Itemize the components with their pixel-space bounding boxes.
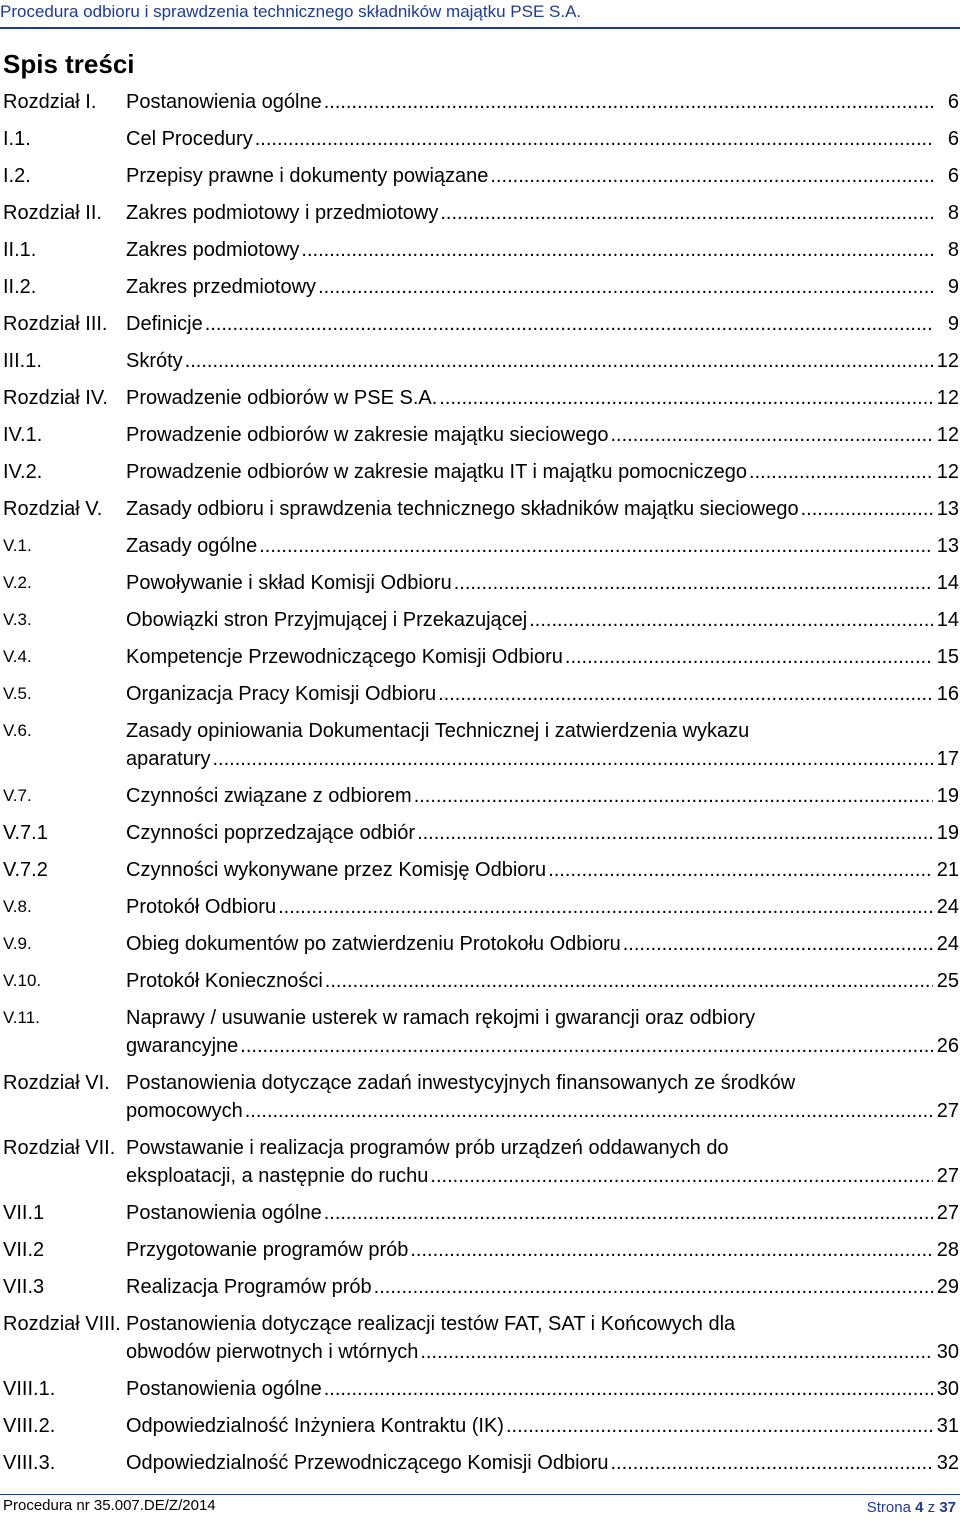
toc-entry[interactable] xyxy=(3,495,959,523)
toc-entry-title: Zakres podmiotowy i przedmiotowy xyxy=(126,202,439,224)
toc-entry[interactable] xyxy=(3,893,959,921)
toc-entry[interactable] xyxy=(3,967,959,995)
toc-entry-number: VIII.3. xyxy=(3,1452,56,1474)
toc-entry[interactable] xyxy=(3,680,959,708)
toc-entry[interactable] xyxy=(3,458,959,486)
toc-entry-number: V.10. xyxy=(3,971,42,990)
toc-entry-number: V.2. xyxy=(3,573,32,592)
toc-entry-number: Rozdział II. xyxy=(3,202,102,224)
toc-entry-page: 14 xyxy=(936,609,959,631)
dot-leader xyxy=(205,310,933,338)
dot-leader xyxy=(259,532,933,560)
toc-entry-title: Przygotowanie programów prób xyxy=(126,1239,409,1261)
toc-entry-page: 12 xyxy=(936,424,959,446)
toc-entry-title: Protokół Konieczności xyxy=(126,970,323,992)
toc-entry-title: Powoływanie i skład Komisji Odbioru xyxy=(126,572,452,594)
toc-entry-page: 17 xyxy=(936,748,959,770)
dot-leader xyxy=(490,162,933,190)
toc-entry-number: I.1. xyxy=(3,128,31,150)
toc-entry-page: 24 xyxy=(936,933,959,955)
toc-entry-number: V.8. xyxy=(3,897,32,916)
toc-entry-page: 19 xyxy=(936,785,959,807)
dot-leader xyxy=(430,1162,933,1190)
toc-entry-title: Prowadzenie odbiorów w zakresie majątku IT i majątku pomocniczego xyxy=(126,461,748,483)
toc-entry-number: V.6. xyxy=(3,721,32,740)
toc-entry-title: Zasady odbioru i sprawdzenia technicznego składników majątku sieciowego xyxy=(126,498,799,520)
toc-entry-title-line1: Naprawy / usuwanie usterek w ramach rękojmi i gwarancji oraz odbiory xyxy=(126,1007,756,1029)
toc-entry-number: VIII.1. xyxy=(3,1378,56,1400)
dot-leader xyxy=(749,458,933,486)
toc-entry-title: Zasady ogólne xyxy=(126,535,258,557)
dot-leader xyxy=(439,384,933,412)
toc-entry-title: Obieg dokumentów po zatwierdzeniu Protokołu Odbioru xyxy=(126,933,621,955)
dot-leader xyxy=(548,856,933,884)
toc-entry-page: 29 xyxy=(936,1276,959,1298)
toc-entry-number: III.1. xyxy=(3,350,42,372)
toc-entry-page: 30 xyxy=(936,1341,959,1363)
toc-entry-number: V.11. xyxy=(3,1008,40,1027)
toc-entry-title: Kompetencje Przewodniczącego Komisji Odbioru xyxy=(126,646,563,668)
toc-entry-page: 24 xyxy=(936,896,959,918)
toc-entry-number: Rozdział III. xyxy=(3,313,108,335)
toc-entry-title: Realizacja Programów prób xyxy=(126,1276,372,1298)
toc-entry-page: 6 xyxy=(947,128,959,150)
dot-leader xyxy=(240,1032,933,1060)
dot-leader xyxy=(438,680,933,708)
toc-entry[interactable] xyxy=(3,606,959,634)
toc-entry-page: 15 xyxy=(936,646,959,668)
toc-entry-title: obwodów pierwotnych i wtórnych xyxy=(126,1341,419,1363)
dot-leader xyxy=(318,273,933,301)
toc-entry-page: 8 xyxy=(947,202,959,224)
toc-entry[interactable] xyxy=(3,347,959,375)
toc-entry-title-line1: Postanowienia dotyczące zadań inwestycyjnych finansowanych ze środków xyxy=(126,1072,796,1094)
dot-leader xyxy=(410,1236,933,1264)
toc-entry[interactable] xyxy=(3,856,959,884)
dot-leader xyxy=(324,1199,933,1227)
toc-entry-title: Obowiązki stron Przyjmującej i Przekazującej xyxy=(126,609,528,631)
toc-entry-page: 13 xyxy=(936,535,959,557)
toc-entry-title: Prowadzenie odbiorów w zakresie majątku sieciowego xyxy=(126,424,609,446)
toc-entry-page: 26 xyxy=(936,1035,959,1057)
toc-entry[interactable] xyxy=(3,819,959,847)
toc-entry-page: 19 xyxy=(936,822,959,844)
toc-entry[interactable] xyxy=(3,273,959,301)
toc-entry[interactable] xyxy=(3,310,959,338)
toc-entry-title-line1: Powstawanie i realizacja programów prób urządzeń oddawanych do xyxy=(126,1137,729,1159)
toc-entry-page: 27 xyxy=(936,1100,959,1122)
toc-entry-number: VII.3 xyxy=(3,1276,45,1298)
toc-entry[interactable] xyxy=(3,930,959,958)
header-rule xyxy=(0,27,960,29)
toc-entry[interactable] xyxy=(3,1412,959,1440)
toc-entry-page: 12 xyxy=(936,387,959,409)
toc-entry-page: 12 xyxy=(936,350,959,372)
toc-entry-page: 27 xyxy=(936,1165,959,1187)
toc-entry-number: V.5. xyxy=(3,684,32,703)
dot-leader xyxy=(324,1375,933,1403)
toc-entry-title: Zakres podmiotowy xyxy=(126,239,300,261)
toc-entry-number: I.2. xyxy=(3,165,31,187)
page-counter xyxy=(867,1498,956,1518)
toc-entry-title: Odpowiedzialność Przewodniczącego Komisji Odbioru xyxy=(126,1452,609,1474)
dot-leader xyxy=(185,347,933,375)
dot-leader xyxy=(440,199,933,227)
toc-entry-number: Rozdział IV. xyxy=(3,387,108,409)
page-current: 4 xyxy=(915,1499,924,1516)
toc-title: Spis treści xyxy=(3,49,135,79)
toc-entry[interactable] xyxy=(3,125,959,153)
dot-leader xyxy=(565,643,933,671)
toc-entry-number: II.2. xyxy=(3,276,37,298)
toc-entry-title: pomocowych xyxy=(126,1100,243,1122)
toc-entry-title: gwarancyjne xyxy=(126,1035,239,1057)
dot-leader xyxy=(374,1273,933,1301)
toc-entry[interactable] xyxy=(3,717,959,773)
dot-leader xyxy=(324,88,933,116)
toc-entry[interactable] xyxy=(3,162,959,190)
toc-entry[interactable] xyxy=(3,1069,959,1125)
toc-entry[interactable] xyxy=(3,1310,959,1366)
toc-entry-page: 9 xyxy=(947,313,959,335)
toc-entry-number: V.7.1 xyxy=(3,822,48,844)
toc-entry-page: 13 xyxy=(936,498,959,520)
toc-entry-title: Czynności poprzedzające odbiór xyxy=(126,822,416,844)
dot-leader xyxy=(278,893,933,921)
toc-entry[interactable] xyxy=(3,1134,959,1190)
dot-leader xyxy=(506,1412,933,1440)
table-of-contents xyxy=(3,88,959,1486)
toc-entry-number: V.3. xyxy=(3,610,32,629)
toc-entry-number: VII.1 xyxy=(3,1202,45,1224)
toc-entry-title: Czynności związane z odbiorem xyxy=(126,785,412,807)
procedure-number: Procedura nr 35.007.DE/Z/2014 xyxy=(3,1497,216,1514)
toc-entry-number: VII.2 xyxy=(3,1239,45,1261)
toc-entry-page: 6 xyxy=(947,91,959,113)
toc-entry-title: Czynności wykonywane przez Komisję Odbioru xyxy=(126,859,547,881)
toc-entry-title: Prowadzenie odbiorów w PSE S.A. xyxy=(126,387,438,409)
toc-entry-page: 9 xyxy=(947,276,959,298)
toc-entry[interactable] xyxy=(3,1375,959,1403)
dot-leader xyxy=(213,745,934,773)
toc-entry-page: 28 xyxy=(936,1239,959,1261)
dot-leader xyxy=(245,1097,933,1125)
dot-leader xyxy=(414,782,933,810)
toc-entry-title: Definicje xyxy=(126,313,203,335)
page-total: 37 xyxy=(939,1499,956,1516)
toc-entry-number: IV.2. xyxy=(3,461,43,483)
dot-leader xyxy=(301,236,933,264)
dot-leader xyxy=(610,421,933,449)
toc-entry-page: 27 xyxy=(936,1202,959,1224)
toc-entry-number: Rozdział I. xyxy=(3,91,97,113)
toc-entry-title: Organizacja Pracy Komisji Odbioru xyxy=(126,683,437,705)
toc-entry-title-line1: Zasady opiniowania Dokumentacji Technicznej i zatwierdzenia wykazu xyxy=(126,720,750,742)
toc-entry[interactable] xyxy=(3,782,959,810)
dot-leader xyxy=(454,569,933,597)
dot-leader xyxy=(420,1338,933,1366)
page-prefix: Strona xyxy=(866,1499,911,1516)
toc-entry-title-line1: Postanowienia dotyczące realizacji testów FAT, SAT i Końcowych dla xyxy=(126,1313,736,1335)
toc-entry-number: VIII.2. xyxy=(3,1415,56,1437)
toc-entry-page: 25 xyxy=(936,970,959,992)
toc-entry[interactable] xyxy=(3,236,959,264)
toc-entry[interactable] xyxy=(3,421,959,449)
toc-entry-title: aparatury xyxy=(126,748,211,770)
toc-entry-page: 21 xyxy=(936,859,959,881)
footer-rule xyxy=(0,1494,960,1495)
toc-entry-page: 8 xyxy=(947,239,959,261)
toc-entry[interactable] xyxy=(3,643,959,671)
toc-entry-page: 12 xyxy=(936,461,959,483)
toc-entry-number: IV.1. xyxy=(3,424,43,446)
dot-leader xyxy=(325,967,933,995)
toc-entry-number: V.9. xyxy=(3,934,32,953)
dot-leader xyxy=(417,819,933,847)
toc-entry-number: II.1. xyxy=(3,239,37,261)
toc-entry-title: Postanowienia ogólne xyxy=(126,1202,322,1224)
dot-leader xyxy=(623,930,933,958)
toc-entry-number: Rozdział VIII. xyxy=(3,1313,121,1335)
dot-leader xyxy=(610,1449,933,1477)
toc-entry-title: Postanowienia ogólne xyxy=(126,1378,322,1400)
toc-entry-page: 32 xyxy=(936,1452,959,1474)
toc-entry[interactable] xyxy=(3,384,959,412)
toc-entry[interactable] xyxy=(3,88,959,116)
toc-entry-number: Rozdział V. xyxy=(3,498,103,520)
page-header: Procedura odbioru i sprawdzenia technicznego składników majątku PSE S.A. xyxy=(0,2,582,21)
toc-entry-title: Skróty xyxy=(126,350,183,372)
toc-entry-number: V.7.2 xyxy=(3,859,48,881)
toc-entry-number: V.4. xyxy=(3,647,32,666)
toc-entry-title: eksploatacji, a następnie do ruchu xyxy=(126,1165,429,1187)
dot-leader xyxy=(801,495,933,523)
toc-entry[interactable] xyxy=(3,1236,959,1264)
toc-entry-number: V.7. xyxy=(3,786,32,805)
toc-entry-page: 14 xyxy=(936,572,959,594)
toc-entry-page: 30 xyxy=(936,1378,959,1400)
toc-entry-title: Przepisy prawne i dokumenty powiązane xyxy=(126,165,489,187)
toc-entry-page: 16 xyxy=(936,683,959,705)
toc-entry-title: Odpowiedzialność Inżyniera Kontraktu (IK) xyxy=(126,1415,504,1437)
toc-entry-title: Zakres przedmiotowy xyxy=(126,276,317,298)
toc-entry[interactable] xyxy=(3,1273,959,1301)
toc-entry-title: Cel Procedury xyxy=(126,128,253,150)
toc-entry[interactable] xyxy=(3,1449,959,1477)
toc-entry-number: Rozdział VI. xyxy=(3,1072,110,1094)
toc-entry[interactable] xyxy=(3,532,959,560)
toc-entry-title: Postanowienia ogólne xyxy=(126,91,322,113)
toc-entry[interactable] xyxy=(3,1004,959,1060)
toc-entry-number: Rozdział VII. xyxy=(3,1137,116,1159)
toc-entry-page: 6 xyxy=(947,165,959,187)
page-sep: z xyxy=(927,1499,936,1516)
dot-leader xyxy=(529,606,933,634)
toc-entry-number: V.1. xyxy=(3,536,32,555)
toc-entry-page: 31 xyxy=(936,1415,959,1437)
dot-leader xyxy=(255,125,933,153)
toc-entry-title: Protokół Odbioru xyxy=(126,896,277,918)
toc-entry[interactable] xyxy=(3,199,959,227)
toc-entry[interactable] xyxy=(3,1199,959,1227)
toc-entry[interactable] xyxy=(3,569,959,597)
